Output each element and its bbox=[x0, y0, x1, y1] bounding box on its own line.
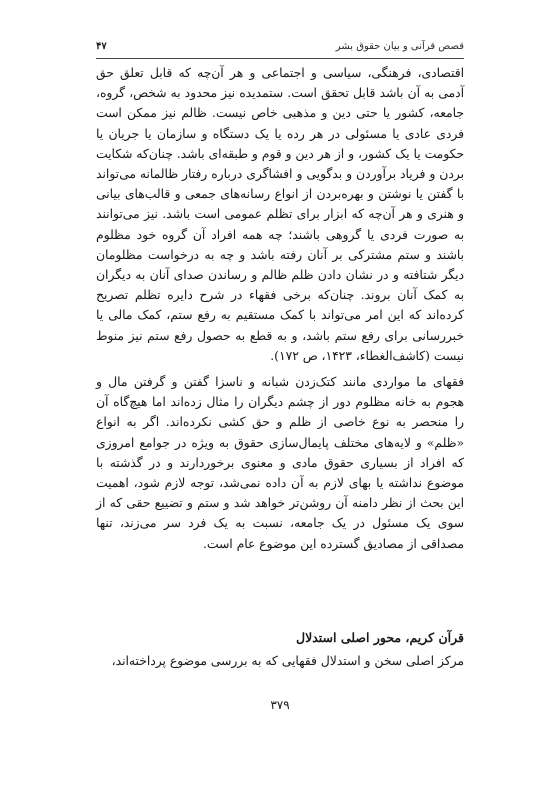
page-number: ۳۷۹ bbox=[270, 698, 290, 712]
body-text bbox=[96, 63, 464, 554]
page-header bbox=[96, 40, 464, 54]
section-first-line: مرکز اصلی سخن و استدلال فقهایی که به بررسی موضوع پرداخته‌اند، bbox=[111, 654, 464, 668]
section-heading: قرآن کریم، محور اصلی استدلال bbox=[295, 630, 464, 645]
paragraph-2: فقهای ما مواردی مانند کتک‌زدن شبانه و ناسزا گفتن و گرفتن مال و هجوم به خانه مظلوم دور از چشم دیگران را مثال زده‌اند اما هیچ‌گاه آن را منحصر به نوع خاصی از ظلم و حق کشی نکرده‌اند. اگر به انواع «ظلم» و لایه‌های مختلف پایمال‌سازی حقوق به ویژه در جوامع امروزی که افراد از بسیاری حقوق مادی و معنوی برخوردارند و در گذشته با موضوع نداشته یا بهای لازم به آن داده نمی‌شد، توجه لازم شود، اهمیت این بحث از نظر دامنه آن روشن‌تر خواهد شد و ستم و تضییع حقی که از سوی یک مسئول در یک جامعه، نسبت به یک فرد سر می‌زند، تنها مصداقی از مصادیق گسترده این موضوع عام است. bbox=[96, 375, 464, 551]
running-head: قصص قرآنی و بیان حقوق بشر bbox=[335, 41, 464, 52]
paragraph-1: اقتصادی، فرهنگی، سیاسی و اجتماعی و هر آن‌چه که قابل تعلق حق آدمی به آن باشد قابل تحقق است. ستمدیده نیز محدود به شخص، گروه، جامعه، کشور یا حتی دین و مذهبی خاص نیست. ظالم نیز ممکن است فردی عادی یا مسئولی در هر رده یا یک دستگاه و سازمان یا جریان یا حکومت یا یک کشور، و از هر دین و قوم و طبقه‌ای باشد. چنان‌که شکایت بردن و فریاد برآوردن و بدگویی و افشاگری درباره رفتار ظالمانه می‌تواند با گفتن یا نوشتن و بهره‌بردن از انواع رسانه‌های جمعی و قالب‌های بیانی و هنری و هر آن‌چه که ابزار برای تظلم عمومی است باشد. نیز می‌توانند به صورت فردی یا گروهی باشند؛ چه همه افراد آن گروه خود مظلوم باشند و ستم مشترکی بر آنان رفته باشد و چه به درخواست مظلومان دیگر شتافته و در نشان دادن ظلم ظالم و رساندن صدای آنان به دیگران به کمک آنان بروند. چنان‌که برخی فقهاء در شرح دایره تظلم تصریح کرده‌اند که این امر می‌تواند با کمک مستقیم به رفع ستم، کمک مالی یا خبررسانی برای رفع ستم باشد، و به قطع به حصول رفع ستم نیز منوط نیست (کاشف‌الغطاء، ۱۴۲۳، ص ۱۷۲). bbox=[96, 66, 464, 363]
header-folio: ۴۷ bbox=[96, 41, 107, 52]
header-rule bbox=[96, 58, 464, 59]
